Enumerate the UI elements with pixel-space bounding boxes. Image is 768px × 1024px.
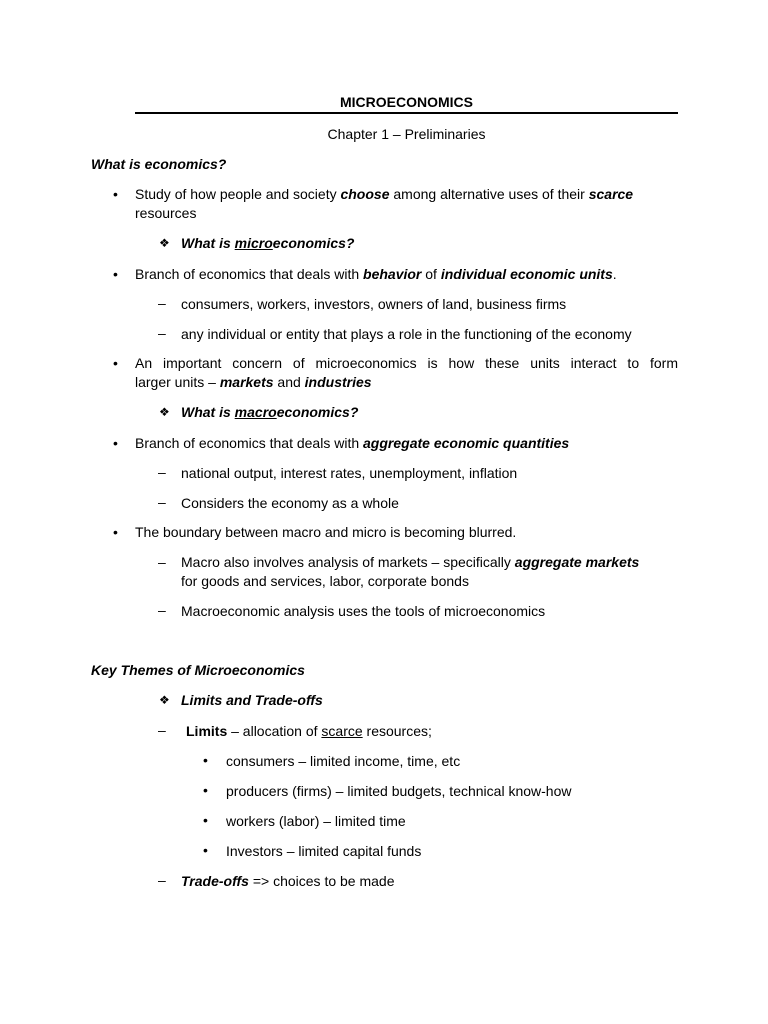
section-heading-key-themes: Key Themes of Microeconomics	[91, 662, 305, 678]
bullet-branch-individual	[135, 265, 617, 284]
dash-any-individual: any individual or entity that plays a role in the functioning of the economy	[181, 326, 632, 342]
document-title: MICROECONOMICS	[340, 94, 473, 110]
text: What is	[181, 404, 235, 420]
bullet-branch-aggregate	[135, 434, 569, 453]
emphasis-individual-economic-units: individual economic units	[440, 266, 613, 282]
section-heading-what-is-economics: What is economics?	[91, 156, 227, 172]
text: and	[273, 374, 305, 390]
emphasis-tradeoffs: Trade-offs	[181, 873, 249, 889]
emphasis-aggregate-markets: aggregate markets	[514, 554, 640, 570]
bullet: •	[113, 524, 118, 540]
underlined-micro: micro	[234, 235, 273, 251]
diamond-bullet-icon: ❖	[159, 236, 170, 250]
dash: –	[158, 554, 166, 570]
bullet-study-continuation: resources	[135, 205, 197, 221]
bullet: •	[203, 782, 208, 798]
emphasis-behavior: behavior	[363, 266, 422, 282]
bullet: •	[203, 752, 208, 768]
bullet-boundary-blurred: The boundary between macro and micro is becoming blurred.	[135, 524, 517, 540]
text: economics?	[276, 404, 359, 420]
emphasis-aggregate-economic-quantities: aggregate economic quantities	[363, 435, 570, 451]
bullet-important-concern-line2	[135, 373, 372, 392]
question-what-is-macroeconomics	[181, 403, 358, 422]
chapter-subtitle: Chapter 1 – Preliminaries	[327, 126, 486, 142]
bullet: •	[113, 435, 118, 451]
emphasis-markets: markets	[219, 374, 274, 390]
text: economics?	[272, 235, 355, 251]
theme-limits-and-tradeoffs: Limits and Trade-offs	[181, 692, 323, 708]
emphasis-limits: Limits	[186, 723, 228, 739]
bullet: •	[113, 266, 118, 282]
text: Branch of economics that deals with	[135, 435, 364, 451]
bullet-important-concern-line1: An important concern of microeconomics is how these units interact to form	[135, 355, 678, 371]
dash: –	[158, 722, 166, 738]
dash-macro-involves-line1	[181, 553, 678, 572]
text: => choices to be made	[248, 873, 395, 889]
text: among alternative uses of their	[389, 186, 589, 202]
text: Branch of economics that deals with	[135, 266, 364, 282]
dash-macro-analysis-tools: Macroeconomic analysis uses the tools of microeconomics	[181, 603, 546, 619]
text: – allocation of	[227, 723, 322, 739]
text: What is	[181, 235, 235, 251]
text: Study of how people and society	[135, 186, 341, 202]
dash-considers-economy: Considers the economy as a whole	[181, 495, 399, 511]
sub-producers: producers (firms) – limited budgets, technical know-how	[226, 783, 572, 799]
text: Macro also involves analysis of markets – specifically	[181, 554, 515, 570]
dash: –	[158, 295, 166, 311]
tradeoffs-choices	[181, 872, 395, 891]
bullet-study-of-how	[135, 185, 678, 204]
dash-national-output: national output, interest rates, unemployment, inflation	[181, 465, 518, 481]
text: larger units –	[135, 374, 220, 390]
title-rule	[135, 112, 678, 114]
emphasis-industries: industries	[304, 374, 372, 390]
bullet: •	[203, 842, 208, 858]
emphasis-choose: choose	[340, 186, 390, 202]
bullet: •	[113, 186, 118, 202]
dash: –	[158, 494, 166, 510]
dash: –	[158, 325, 166, 341]
dash: –	[158, 872, 166, 888]
underlined-macro: macro	[234, 404, 277, 420]
diamond-bullet-icon: ❖	[159, 405, 170, 419]
diamond-bullet-icon: ❖	[159, 693, 170, 707]
question-what-is-microeconomics	[181, 234, 355, 253]
text: of	[421, 266, 441, 282]
sub-investors: Investors – limited capital funds	[226, 843, 422, 859]
dash: –	[158, 464, 166, 480]
sub-workers: workers (labor) – limited time	[226, 813, 406, 829]
underlined-scarce: scarce	[321, 723, 363, 739]
dash: –	[158, 602, 166, 618]
limits-allocation	[186, 722, 432, 741]
text: resources;	[362, 723, 432, 739]
text: .	[612, 266, 617, 282]
emphasis-scarce: scarce	[588, 186, 634, 202]
bullet: •	[203, 812, 208, 828]
dash-consumers-workers: consumers, workers, investors, owners of land, business firms	[181, 296, 567, 312]
sub-consumers: consumers – limited income, time, etc	[226, 753, 461, 769]
dash-macro-involves-line2: for goods and services, labor, corporate bonds	[181, 573, 469, 589]
bullet: •	[113, 355, 118, 371]
